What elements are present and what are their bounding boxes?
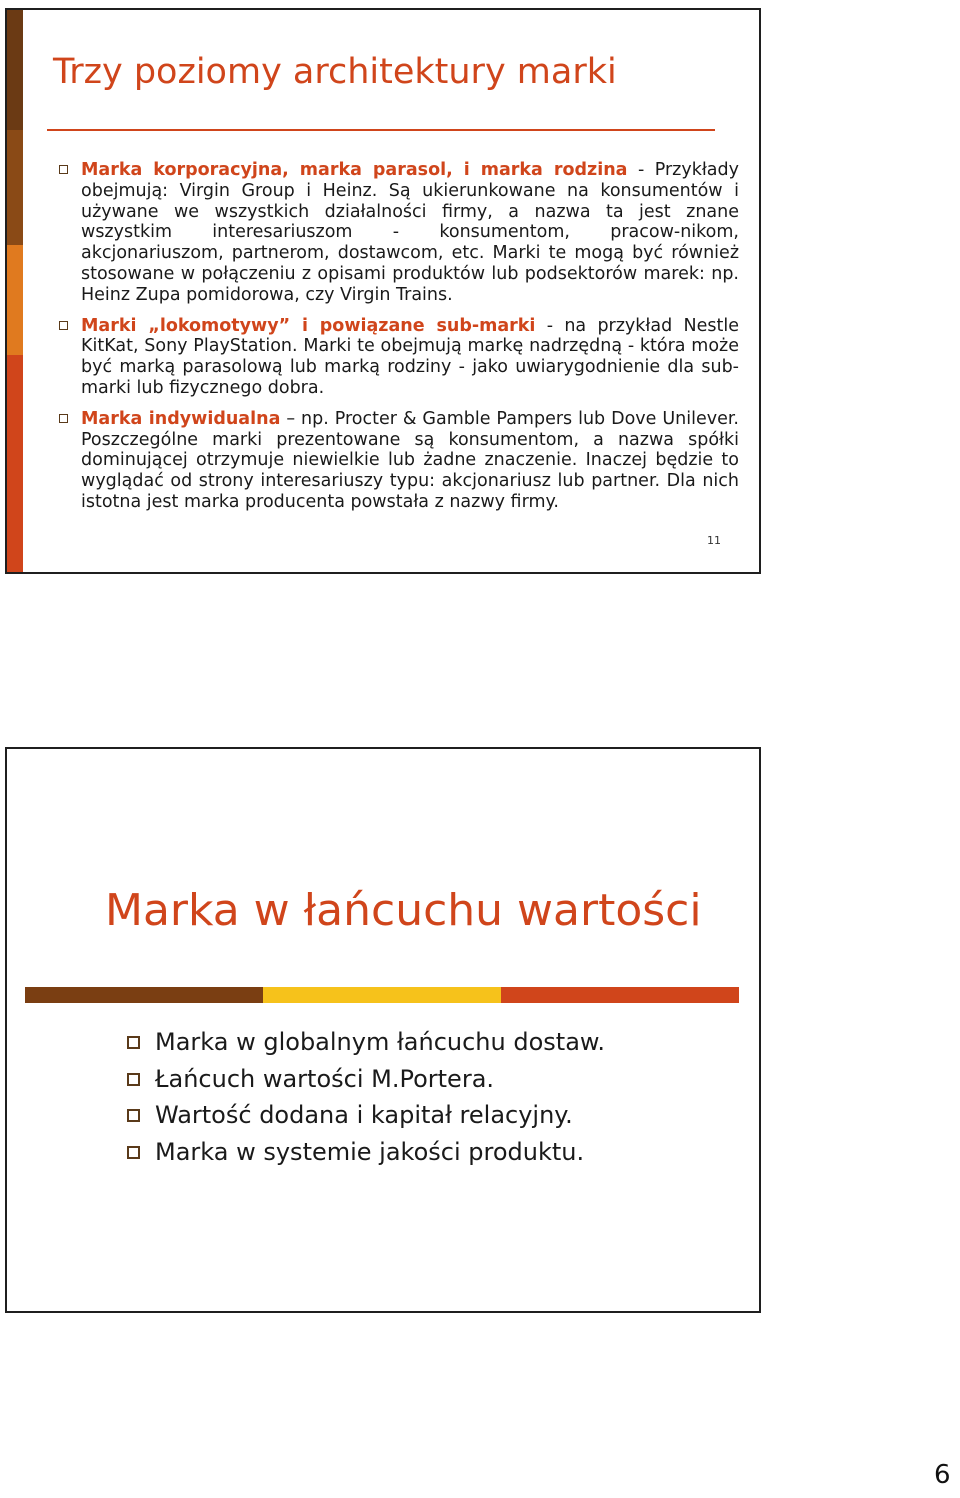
list-item [127,1134,605,1171]
square-bullet-icon [127,1036,140,1049]
slide-1-bullet-list [59,160,739,523]
list-item [59,160,739,306]
square-bullet-icon [59,321,68,330]
list-item [127,1097,605,1134]
slide-2-title: Marka w łańcuchu wartości [105,885,702,936]
slide-2-bullet-list [127,1024,605,1170]
slide-1-title: Trzy poziomy architektury marki [53,52,617,92]
list-item [127,1024,605,1061]
list-item [59,409,739,513]
square-bullet-icon [59,414,68,423]
item-text: – np. Procter & Gamble Pampers lub Dove Unilever. Poszczególne marki prezentowane są konsumentom, a nazwa spółki dominującej otrzymuje niewielkie lub żadne znaczenie. Inaczej będzie to wyglądać od strony interesariuszy typu: akcjonariusz lub partner. Dla nich istotna jest marka producenta powstała z nazwy firmy. [81,408,739,512]
square-bullet-icon [59,165,68,174]
slide-number: 11 [707,534,721,547]
slide-1 [5,8,761,574]
item-text: - na przykład Nestle KitKat, Sony PlayStation. Marki te obejmują markę nadrzędną - która może być marką parasolową lub marką rodziny - jako uwiarygodnienie dla sub-marki lub fizycznego dobra. [81,315,739,398]
item-text: - Przykłady obejmują: Virgin Group i Heinz. Są ukierunkowane na konsumentów i używane we wszystkich działalności firmy, a nazwa ta jest znane wszystkim interesariuszom - konsumentom, pracow-nikom, akcjonariuszom, partnerom, dostawcom, etc. Marki te mogą być również stosowane w połączeniu z opisami produktów lub podsektorów marek: np. Heinz Zupa pomidorowa, czy Virgin Trains. [81,160,739,305]
document-page-number: 6 [934,1460,951,1490]
tricolor-stripe [25,987,739,1003]
slide-2 [5,747,761,1313]
title-underline [47,129,715,131]
square-bullet-icon [127,1109,140,1122]
item-lead: Marka korporacyjna, marka parasol, i marka rodzina [81,160,628,180]
list-item [127,1061,605,1098]
item-text: Marka w globalnym łańcuchu dostaw. [155,1028,605,1056]
item-lead: Marki „lokomotywy” i powiązane sub-marki [81,315,536,336]
stripe-segment-red [501,987,739,1003]
item-text: Łańcuch wartości M.Portera. [155,1064,495,1093]
list-item [59,316,739,399]
item-text: Wartość dodana i kapitał relacyjny. [155,1101,573,1129]
stripe-segment-yellow [263,987,501,1003]
item-text: Marka w systemie jakości produktu. [155,1137,585,1166]
square-bullet-icon [127,1073,140,1086]
decorative-side-bar [7,10,23,572]
square-bullet-icon [127,1146,140,1159]
stripe-segment-brown [25,987,263,1003]
item-lead: Marka indywidualna [81,408,281,429]
